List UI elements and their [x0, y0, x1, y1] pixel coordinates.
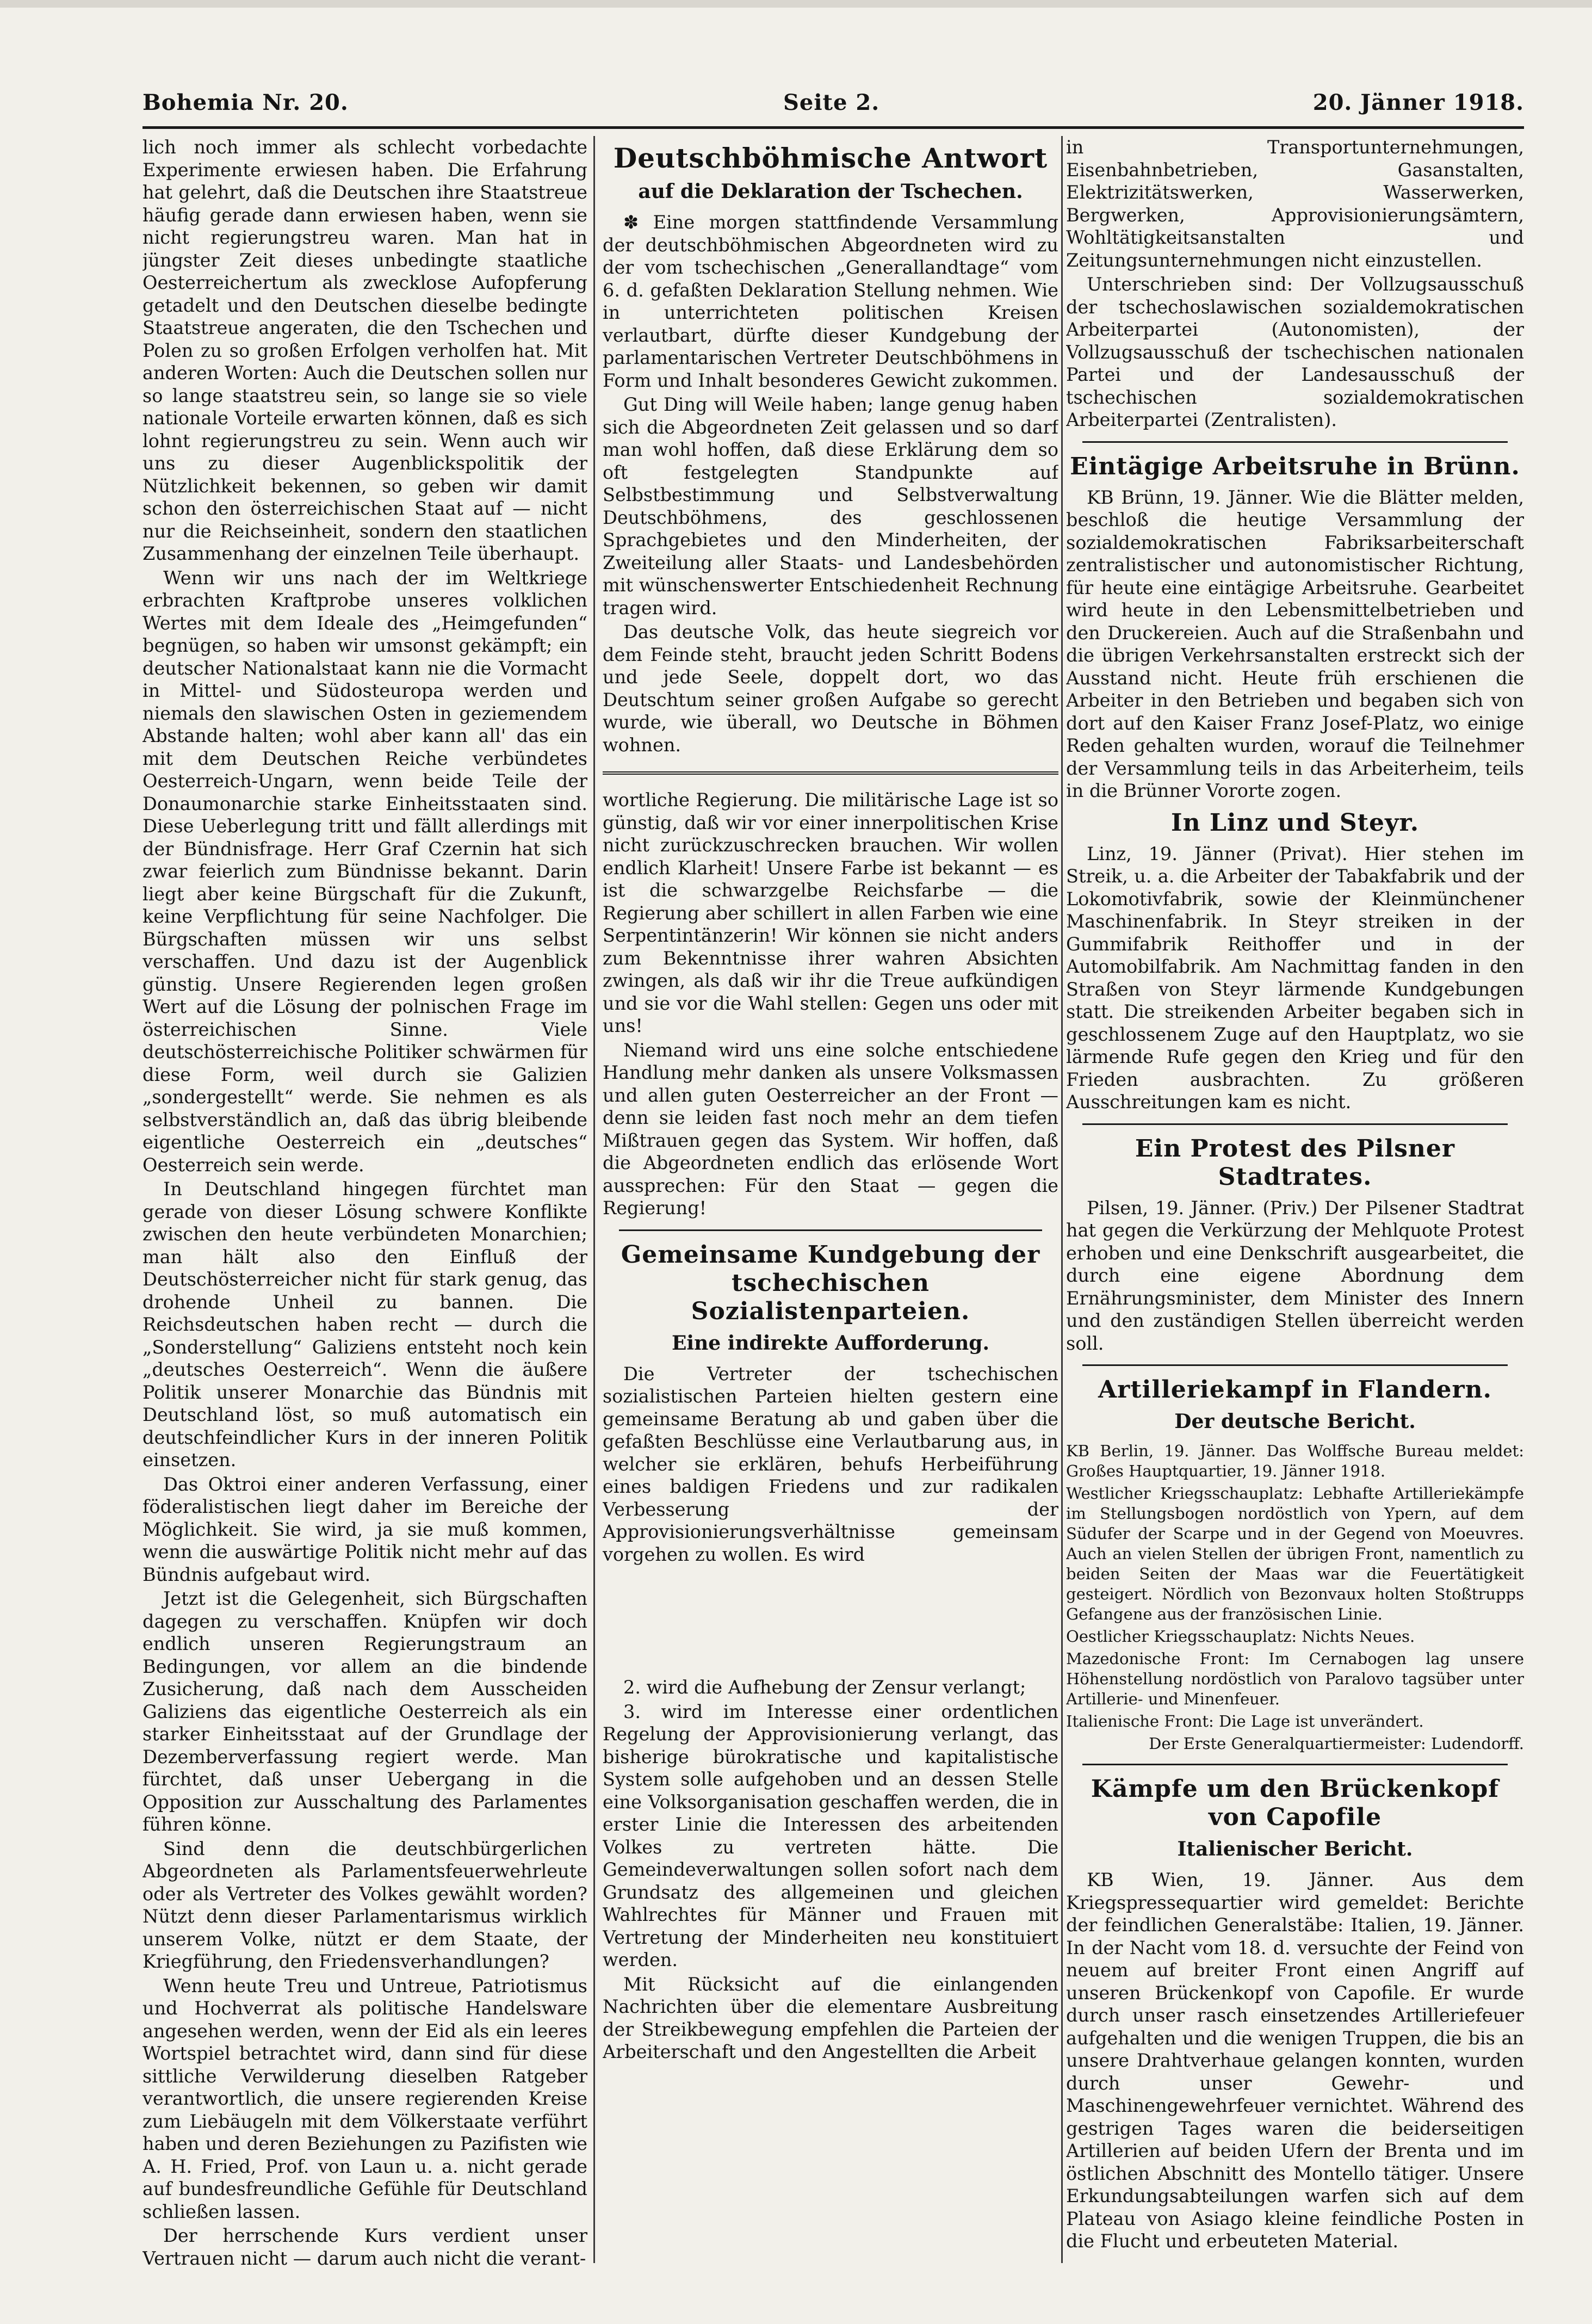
paragraph: Die Vertreter der tschechischen sozialistischen Parteien hielten gestern eine gemeinsame Beratung ab und gaben über die gefaßten Beschlüsse eine Verlautbarung aus, in welcher sie erklären, behufs Herbeiführung eines baldigen Friedens und zur radikalen Verbesserung der Approvisionierungsverhältnisse gemeinsam vorgehen zu wollen. Es wird — [603, 1363, 1058, 1565]
article-headline: Deutschböhmische Antwort — [613, 142, 1048, 174]
paragraph: Wenn heute Treu und Untreue, Patriotismus und Hochverrat als politische Handelsware angesehen werden, wenn der Eid als ein leeres Wortspiel betrachtet wird, dann sind für diese sittliche Verwilderung dieselben Ratgeber verantwortlich, die unsere regierenden Kreise zum Liebäugeln mit dem Völkerstaate verführt haben und deren Beziehungen zu Pazifisten wie A. H. Fried, Prof. von Laun u. a. nicht gerade auf bundesfreundliche Gefühle für Deutschland schließen lassen. — [143, 1975, 587, 2222]
column-rule-1 — [593, 136, 595, 2263]
article-headline: Kämpfe um den Brückenkopf von Capofile — [1091, 1775, 1500, 1831]
paragraph: Jetzt ist die Gelegenheit, sich Bürgschaften dagegen zu verschaffen. Knüpfen wir doch endlich unseren Regierungstraum an Bedingungen, vor allem an die bindende Zusicherung, daß nach dem Ausscheiden Galiziens das eigentliche Oesterreich als ein starker Einheitsstaat auf der Grundlage der Dezemberverfassung regiert werde. Man fürchtet, daß unser Uebergang in die Opposition zur Ausschaltung des Parlamentes führen könne. — [143, 1588, 587, 1835]
article-headline: In Linz und Steyr. — [1170, 808, 1420, 837]
report-line: Oestlicher Kriegsschauplatz: Nichts Neues. — [1066, 1627, 1415, 1646]
article-headline: Gemeinsame Kundgebung der tschechischen Sozialistenparteien. — [621, 1240, 1040, 1325]
article-divider — [1082, 1123, 1508, 1125]
article-divider — [1082, 441, 1508, 443]
article-headline: Eintägige Arbeitsruhe in Brünn. — [1070, 452, 1520, 480]
article-subhead: Der deutsche Bericht. — [1174, 1410, 1416, 1433]
war-report — [1066, 1441, 1524, 1754]
column-3 — [1066, 136, 1524, 2274]
article-subhead: Eine indirekte Aufforderung. — [671, 1331, 990, 1355]
header-rule — [143, 126, 1524, 129]
paragraph: In Deutschland hingegen fürchtet man gerade von dieser Lösung schwere Konflikte zwischen den heute verbündeten Monarchien; man hält also den Einfluß der Deutschösterreicher nicht für stark genug, das drohende Unheil zu bannen. Die Reichsdeutschen haben recht — durch die „Sonderstellung“ Galiziens entsteht noch kein „deutsches Oesterreich“. Wenn die äußere Politik unserer Monarchie das Bündnis mit Deutschland löst, so muß automatisch ein deutschfeindlicher Kurs in der inneren Politik einsetzen. — [143, 1178, 587, 1470]
article-headline: Ein Protest des Pilsner Stadtrates. — [1135, 1134, 1455, 1191]
paragraph: Der herrschende Kurs verdient unser Vertrauen nicht — darum auch nicht die verant- — [143, 2225, 587, 2269]
page-number: Seite 2. — [783, 90, 880, 115]
paragraph: Pilsen, 19. Jänner. (Priv.) Der Pilsener Stadtrat hat gegen die Verkürzung der Mehlquote Protest erhoben und eine Denkschrift ausgearbeitet, die durch eine eigene Abordnung dem Ernährungsminister, dem Minister des Innern und den zuständigen Stellen überreicht werden soll. — [1066, 1197, 1524, 1354]
column-rule-2 — [1061, 136, 1063, 2263]
report-signature: Der Erste Generalquartiermeister: Ludendorff. — [1149, 1734, 1524, 1753]
paragraph: wortliche Regierung. Die militärische Lage ist so günstig, daß wir vor einer innerpolitischen Krise nicht zurückzuschrecken brauchen. Wir wollen endlich Klarheit! Unsere Farbe ist bekannt — es ist die schwarzgelbe Reichsfarbe — die Regierung aber schillert in allen Farben wie eine Serpentintänzerin! Wir können sie nicht anders zum Bekenntnisse ihrer wahren Absichten zwingen, als daß wir ihr die Treue aufkündigen und sie vor die Wahl stellen: Gegen uns oder mit uns! — [603, 789, 1058, 1036]
scan-edge — [0, 0, 1592, 8]
report-line: Italienische Front: Die Lage ist unverändert. — [1066, 1712, 1424, 1730]
paragraph: 2. wird die Aufhebung der Zensur verlangt; — [623, 1677, 1026, 1698]
paragraph: Das deutsche Volk, das heute siegreich vor dem Feinde steht, braucht jeden Schritt Bodens und jede Seele, doppelt dort, wo das Deutschtum seiner großen Aufgabe so gerecht wurde, wie überall, wo Deutsche in Böhmen wohnen. — [603, 621, 1058, 756]
paragraph: KB Wien, 19. Jänner. Aus dem Kriegspressequartier wird gemeldet: Berichte der feindlichen Generalstäbe: Italien, 19. Jänner. In der Nacht vom 18. d. versuchte der Feind von neuem auf breiter Front einen Angriff auf unseren Brückenkopf von Capofile. Er wurde durch unser rasch einsetzendes Artilleriefeuer aufgehalten und die wenigen Truppen, die bis an unsere Drahtverhaue gelangen konnten, wurden durch unser Gewehr- und Maschinengewehrfeuer vernichtet. Während des gestrigen Tages waren die beiderseitigen Artillerien auf beiden Ufern der Brenta und im östlichen Abschnitt des Montello tätiger. Unsere Erkundungsabteilungen warfen sich auf dem Plateau von Asiago kleine feindliche Posten in die Flucht und erbeuteten Material. — [1066, 1869, 1524, 2252]
article-subhead: Italienischer Bericht. — [1177, 1838, 1413, 1861]
paragraph: Gut Ding will Weile haben; lange genug haben sich die Abgeordneten Zeit gelassen und so darf man wohl hoffen, daß diese Erklärung dem so oft festgelegten Standpunkte auf Selbstbestimmung und Selbstverwaltung Deutschböhmens, des geschlossenen Sprachgebietes und den Minderheiten, der Zweiteilung aller Staats- und Landesbehörden mit wünschenswerter Entschiedenheit Rechnung tragen wird. — [603, 394, 1058, 619]
paragraph: Unterschrieben sind: Der Vollzugsausschuß der tschechoslawischen sozialdemokratischen Arbeiterpartei (Autonomisten), der Vollzugsausschuß der tschechischen nationalen Partei und der Landesausschuß der tschechischen sozialdemokratischen Arbeiterpartei (Zentralisten). — [1066, 274, 1524, 430]
paragraph: 3. wird im Interesse einer ordentlichen Regelung der Approvisionierung verlangt, das bisherige bürokratische und kapitalistische System solle aufgehoben und an dessen Stelle eine Volksorganisation geschaffen werden, die in erster Linie die Interessen des arbeitenden Volkes zu vertreten hätte. Die Gemeindeverwaltungen sollen sofort nach dem Grundsatz des allgemeinen und gleichen Wahlrechtes für Männer und Frauen mit Vertretung der Minderheiten neu konstituiert werden. — [603, 1701, 1058, 1970]
article-headline: Artilleriekampf in Flandern. — [1098, 1376, 1492, 1404]
paper-issue: Bohemia Nr. 20. — [143, 90, 349, 115]
section-divider — [603, 771, 1058, 775]
paragraph: Das Oktroi einer anderen Verfassung, einer föderalistischen liegt daher im Bereiche der Möglichkeit. Sie wird, ja sie muß kommen, wenn die auswärtige Politik nicht mehr auf das Bündnis aufgebaut wird. — [143, 1473, 587, 1585]
report-line: Mazedonische Front: Im Cernabogen lag unsere Höhenstellung nordöstlich von Paralovo tagsüber unter Artillerie- und Minenfeuer. — [1066, 1649, 1524, 1708]
article-divider — [619, 1229, 1042, 1231]
paragraph: in Transportunternehmungen, Eisenbahnbetrieben, Gasanstalten, Elektrizitätswerken, Wasserwerken, Bergwerken, Approvisionierungsämtern, Wohltätigkeitsanstalten und Zeitungsunternehmungen nicht einzustellen. — [1066, 137, 1524, 271]
column-1 — [143, 136, 587, 2274]
paragraph: Niemand wird uns eine solche entschiedene Handlung mehr danken als unsere Volksmassen und allen guten Oesterreicher an der Front — denn sie leiden fast noch mehr an dem tiefen Mißtrauen gegen das System. Wir hoffen, daß die Abgeordneten endlich das erlösende Wort aussprechen: Für den Staat — gegen die Regierung! — [603, 1039, 1058, 1219]
article-divider — [1082, 1364, 1508, 1366]
paragraph: Sind denn die deutschbürgerlichen Abgeordneten als Parlamentsfeuerwehrleute oder als Vertreter des Volkes gewählt worden? Nützt denn dieser Parlamentarismus wirklich unserem Volke, nützt er dem Staate, der Kriegführung, den Friedensverhandlungen? — [143, 1838, 587, 1972]
paragraph: KB Brünn, 19. Jänner. Wie die Blätter melden, beschloß die heutige Versammlung der sozialdemokratischen Fabriksarbeiterschaft zentralistischer und autonomistischer Richtung, für heute eine eintägige Arbeitsruhe. Gearbeitet wird heute in den Lebensmittelbetrieben und den Druckereien. Auch auf die Straßenbahn und die übrigen Verkehrsanstalten erstreckt sich der Ausstand nicht. Heute früh erschienen die Arbeiter in den Betrieben und begaben sich von dort auf den Kaiser Franz Josef-Platz, wo einige Reden gehalten wurden, worauf die Teilnehmer der Versammlung teils in das Arbeiterheim, teils in die Brünner Vororte zogen. — [1066, 486, 1524, 801]
blank-space — [603, 1567, 1058, 1676]
article-subhead: auf die Deklaration der Tschechen. — [638, 180, 1023, 203]
page-header — [143, 90, 1524, 122]
column-2 — [603, 136, 1058, 2274]
paragraph: Mit Rücksicht auf die einlangenden Nachrichten über die elementare Ausbreitung der Streikbewegung empfehlen die Parteien der Arbeiterschaft und den Angestellten die Arbeit — [603, 1973, 1058, 2062]
paragraph: Linz, 19. Jänner (Privat). Hier stehen im Streik, u. a. die Arbeiter der Tabakfabrik und der Lokomotivfabrik, sowie der Kleinmünchener Maschinenfabrik. In Steyr streiken in der Gummifabrik Reithoffer und in der Automobilfabrik. Am Nachmittag fanden in den Straßen von Steyr lärmende Kundgebungen statt. Die streikenden Arbeiter begaben sich in geschlossenem Zuge auf den Hauptplatz, wo sie lärmende Rufe gegen den Krieg und für den Frieden ausbrachten. Zu größeren Ausschreitungen kam es nicht. — [1066, 843, 1524, 1112]
article-divider — [1082, 1764, 1508, 1765]
report-line: Westlicher Kriegsschauplatz: Lebhafte Artilleriekämpfe im Stellungsbogen nordöstlich von Ypern, auf dem Südufer der Scarpe und in der Gegend von Moeuvres. Auch an vielen Stellen der übrigen Front, namentlich zu beiden Seiten der Maas war die Feuertätigkeit gesteigert. Nördlich von Bezonvaux holten Stoßtrupps Gefangene aus der französischen Linie. — [1066, 1484, 1524, 1623]
report-line: KB Berlin, 19. Jänner. Das Wolffsche Bureau meldet: Großes Hauptquartier, 19. Jänner 1918. — [1066, 1442, 1524, 1480]
issue-date: 20. Jänner 1918. — [1312, 90, 1524, 115]
paragraph: lich noch immer als schlecht vorbedachte Experimente erwiesen haben. Die Erfahrung hat gelehrt, daß die Deutschen ihre Staatstreue häufig gerade dann erwiesen haben, wenn sie nicht regierungstreu waren. Man hat in jüngster Zeit dieses unbedingte staatliche Oesterreichertum als zwecklose Aufopferung getadelt und den Deutschen dieselbe bedingte Staatstreue angeraten, die den Tschechen und Polen zu so großen Erfolgen verholfen hat. Mit anderen Worten: Auch die Deutschen sollen nur so lange staatstreu sein, so lange sie so viele nationale Vorteile erwarten können, daß es sich lohnt regierungstreu zu sein. Wenn auch wir uns zu dieser Augenblickspolitik der Nützlichkeit bekennen, so geben wir damit schon den österreichischen Staat auf — nicht nur die Reichseinheit, sondern den staatlichen Zusammenhang der einzelnen Teile überhaupt. — [143, 137, 587, 564]
paragraph: Wenn wir uns nach der im Weltkriege erbrachten Kraftprobe unseres volklichen Wertes mit dem Ideale des „Heimgefunden“ begnügen, so haben wir umsonst gekämpft; ein deutscher Nationalstaat kann nie die Vormacht in Mittel- und Südosteuropa werden und niemals den slawischen Osten in geziemendem Abstande halten; wohl aber kann all' das ein mit dem Deutschen Reiche verbündetes Oesterreich-Ungarn, wenn beide Teile der Donaumonarchie starke Einheitsstaaten sind. Diese Ueberlegung tritt und fällt allerdings mit der Bündnisfrage. Herr Graf Czernin hat sich zwar feierlich zum Bündnisse bekannt. Darin liegt aber keine Bürgschaft für die Zukunft, keine Verpflichtung für seine Nachfolger. Die Bürgschaften müssen wir uns selbst verschaffen. Und dazu ist der Augenblick günstig. Unsere Regierenden legen großen Wert auf die Lösung der polnischen Frage im österreichischen Sinne. Viele deutschösterreichische Politiker schwärmen für diese Form, weil durch sie Galizien „sondergestellt“ werde. Sie nehmen es als selbstverständlich an, daß das übrig bleibende eigentliche Oesterreich ein „deutsches“ Oesterreich sein werde. — [143, 567, 587, 1176]
paragraph: ✽ Eine morgen stattfindende Versammlung der deutschböhmischen Abgeordneten wird zu der vom tschechischen „Generallandtage“ vom 6. d. gefaßten Deklaration Stellung nehmen. Wie in unterrichteten politischen Kreisen verlautbart, dürfte dieser Kundgebung der parlamentarischen Vertreter Deutschböhmens in Form und Inhalt besonderes Gewicht zukommen. — [603, 212, 1058, 391]
